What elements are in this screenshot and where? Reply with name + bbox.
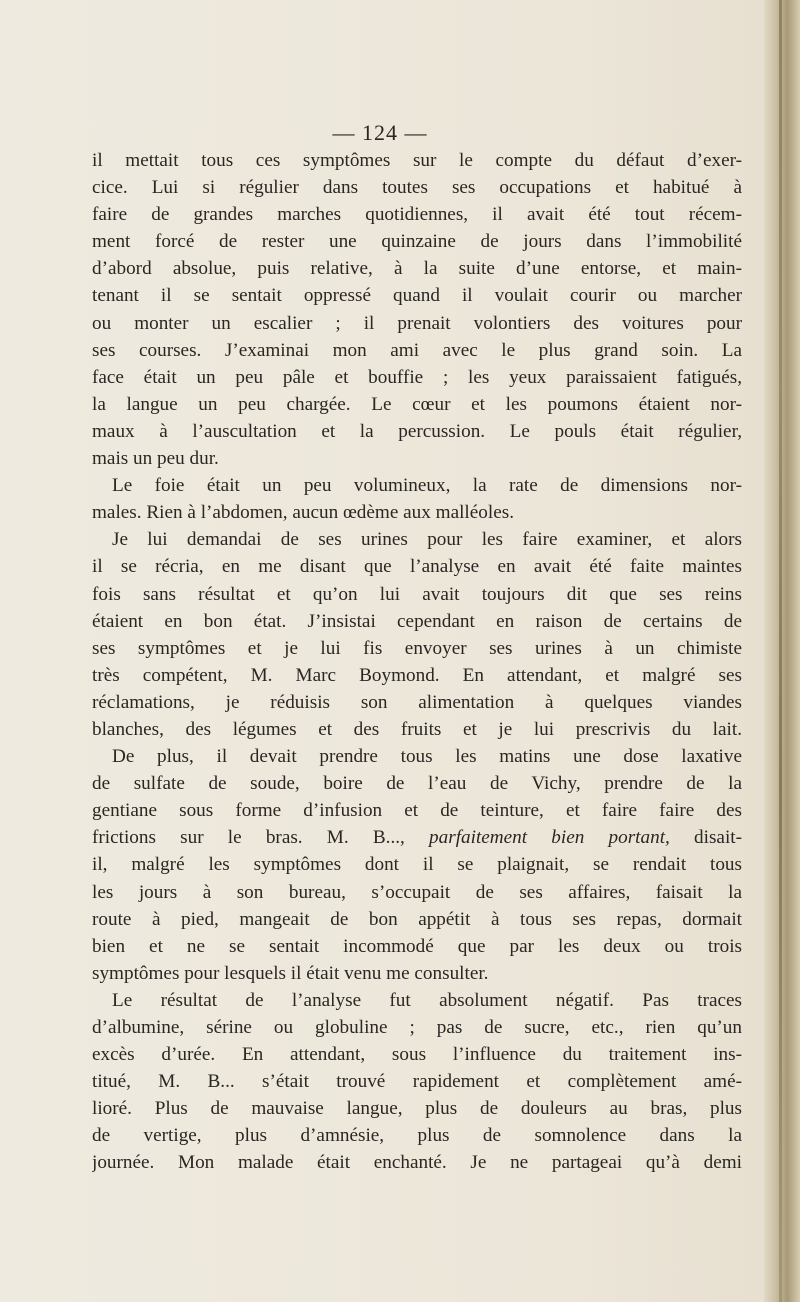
text-line: blanches, des légumes et des fruits et je lui prescrivis du lait. [92,718,742,740]
text-line: d’abord absolue, puis relative, à la suite d’une entorse, et main- [92,258,742,280]
text-line: d’albumine, sérine ou globuline ; pas de sucre, etc., rien qu’un [92,1017,742,1038]
text-line: excès d’urée. En attendant, sous l’influence du traitement ins- [92,1044,742,1066]
page-binding-edge [779,0,782,1302]
text-line: Le résultat de l’analyse fut absolument négatif. Pas traces [112,989,742,1011]
page-number: — 124 — [332,120,428,145]
text-line: journée. Mon malade était enchanté. Je ne partageai qu’à demi [92,1152,742,1174]
text-line: faire de grandes marches quotidiennes, il avait été tout récem- [92,204,742,226]
body-text [92,147,742,1177]
text-line: Le foie était un peu volumineux, la rate de dimensions nor- [112,475,742,497]
italic-emphasis: parfaitement bien portant, [429,827,670,849]
text-line: ment forcé de rester une quinzaine de jours dans l’immobilité [92,231,742,253]
text-line: réclamations, je réduisis son alimentation à quelques viandes [92,691,742,713]
text-line: la langue un peu chargée. Le cœur et les poumons étaient nor- [92,393,742,415]
text-line: route à pied, mangeait de bon appétit à tous ses repas, dormait [92,908,742,930]
text-line: symptômes pour lesquels il était venu me consulter. [92,962,489,984]
text-line: il mettait tous ces symptômes sur le compte du défaut d’exer- [92,150,742,171]
text-line: tenant il se sentait oppressé quand il voulait courir ou marcher [92,285,742,307]
text-line: De plus, il devait prendre tous les matins une dose laxative [112,746,742,768]
text-line: de sulfate de soude, boire de l’eau de Vichy, prendre de la [92,773,742,795]
text-line: bien et ne se sentait incommodé que par les deux ou trois [92,935,742,957]
text-line: cice. Lui si régulier dans toutes ses occupations et habitué à [92,177,742,199]
text-segment: disait- [669,827,742,849]
text-line: de vertige, plus d’amnésie, plus de somnolence dans la [92,1125,742,1147]
text-line: face était un peu pâle et bouffie ; les yeux paraissaient fatigués, [92,366,742,388]
text-line: ses symptômes et je lui fis envoyer ses urines à un chimiste [92,637,742,659]
text-line: Je lui demandai de ses urines pour les faire examiner, et alors [112,529,742,551]
page-edge-shadow [764,0,800,1302]
text-line: il se récria, en me disant que l’analyse en avait été faite maintes [92,556,742,578]
text-line: mais un peu dur. [92,448,219,470]
text-line: lioré. Plus de mauvaise langue, plus de douleurs au bras, plus [92,1098,742,1120]
text-line: les jours à son bureau, s’occupait de ses affaires, faisait la [92,881,742,903]
text-line: ses courses. J’examinai mon ami avec le plus grand soin. La [92,339,742,361]
text-line: titué, M. B... s’était trouvé rapidement et complètement amé- [92,1071,742,1093]
text-line: males. Rien à l’abdomen, aucun œdème aux malléoles. [92,502,514,524]
text-line [92,824,742,851]
text-line: ou monter un escalier ; il prenait volontiers des voitures pour [92,312,742,334]
text-line: très compétent, M. Marc Boymond. En attendant, et malgré ses [92,664,742,686]
text-line: gentiane sous forme d’infusion et de teinture, et faire faire des [92,800,742,822]
text-line: maux à l’auscultation et la percussion. Le pouls était régulier, [92,420,742,442]
text-line: fois sans résultat et qu’on lui avait toujours dit que ses reins [92,583,742,605]
text-line: il, malgré les symptômes dont il se plaignait, se rendait tous [92,854,742,876]
text-segment: frictions sur le bras. M. B..., [92,827,430,849]
text-line: étaient en bon état. J’insistai cependant en raison de certains de [92,610,742,632]
